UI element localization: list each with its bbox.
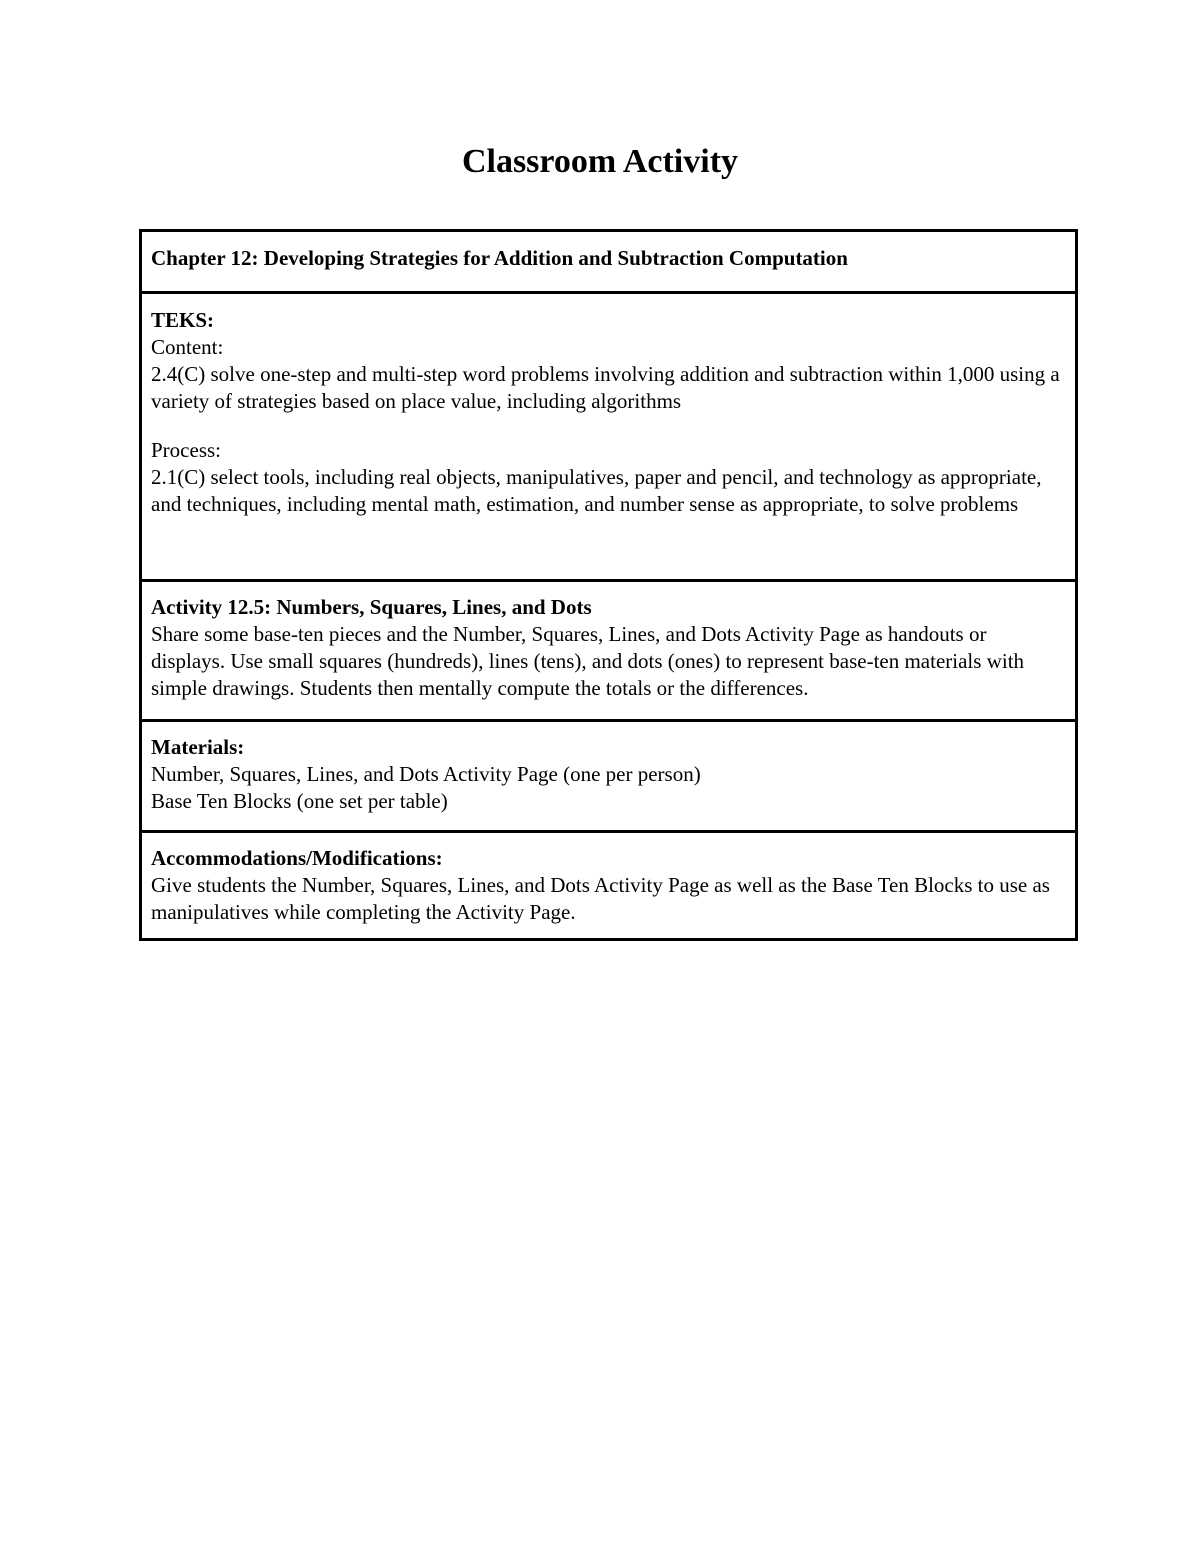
activity-heading: Activity 12.5: Numbers, Squares, Lines, and Dots [151,595,592,619]
chapter-row [142,232,1075,291]
materials-row [142,719,1075,830]
materials-item: Number, Squares, Lines, and Dots Activity Page (one per person) [151,762,701,786]
materials-heading: Materials: [151,735,245,759]
spacer [151,415,1065,437]
activity-text: Share some base-ten pieces and the Number, Squares, Lines, and Dots Activity Page as handouts or displays. Use small squares (hundreds), lines (tens), and dots (ones) to represent base-ten materials with simple drawings. Students then mentally compute the totals or the differences. [151,622,1025,700]
accommodations-text: Give students the Number, Squares, Lines, and Dots Activity Page as well as the Base Ten Blocks to use as manipulatives while completing the Activity Page. [151,873,1050,924]
teks-row [142,291,1075,579]
page-title: Classroom Activity [461,143,739,180]
materials-item: Base Ten Blocks (one set per table) [151,789,448,813]
chapter-heading: Chapter 12: Developing Strategies for Addition and Subtraction Computation [151,246,848,270]
teks-content-label: Content: [151,335,224,359]
teks-content-text: 2.4(C) solve one-step and multi-step word problems involving addition and subtraction within 1,000 using a variety of strategies based on place value, including algorithms [151,362,1060,413]
teks-process-text: 2.1(C) select tools, including real objects, manipulatives, paper and pencil, and technology as appropriate, and techniques, including mental math, estimation, and number sense as appropriate, to solve problems [151,465,1042,516]
activity-table [139,229,1078,941]
activity-row [142,579,1075,719]
teks-heading: TEKS: [151,308,215,332]
accommodations-row [142,830,1075,938]
accommodations-heading: Accommodations/Modifications: [151,846,443,870]
teks-process-label: Process: [151,438,221,462]
